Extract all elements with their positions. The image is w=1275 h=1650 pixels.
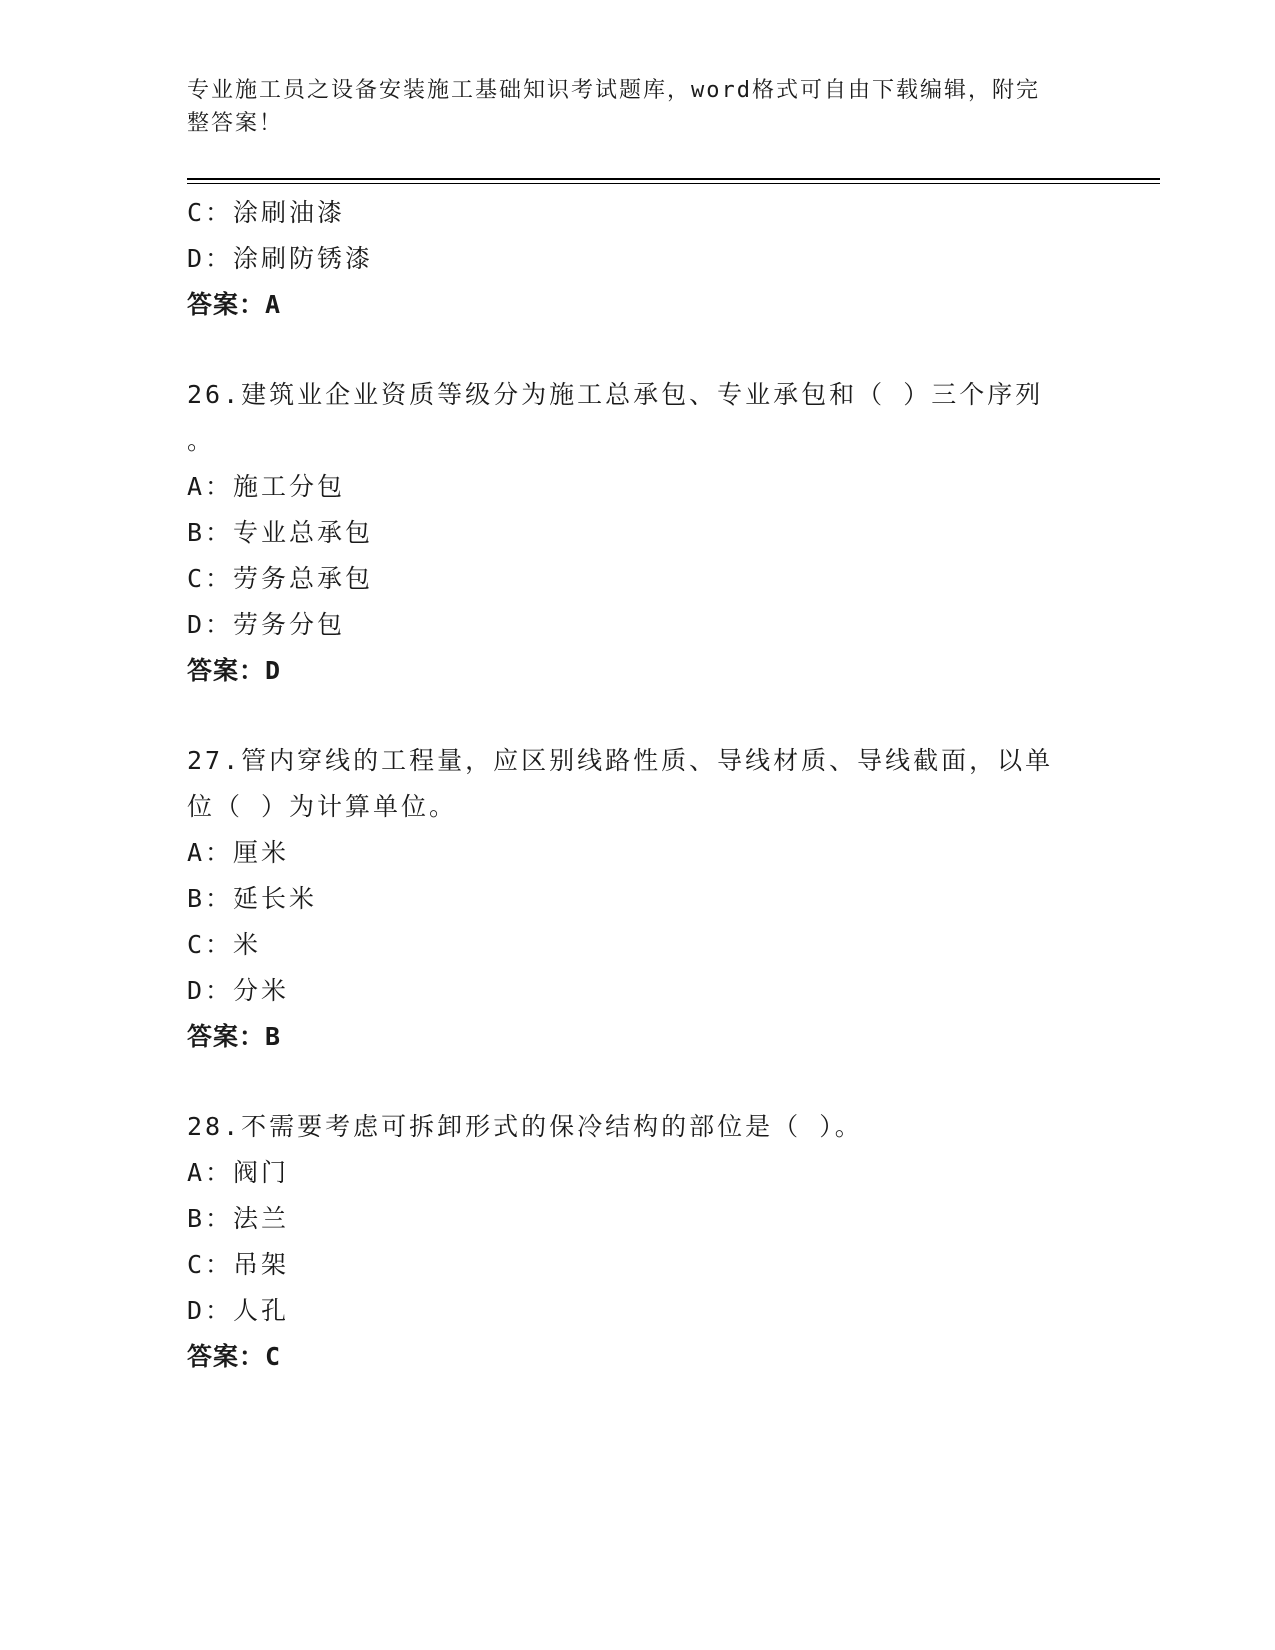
option-c: C：吊架: [187, 1250, 290, 1279]
question-stem: 27.管内穿线的工程量，应区别线路性质、导线材质、导线截面，以单: [187, 746, 1054, 775]
spacer: [187, 694, 1087, 738]
document-header: [187, 74, 1067, 140]
answer-label: 答案：D: [187, 656, 282, 685]
option-a: A：施工分包: [187, 472, 346, 501]
spacer: [187, 328, 1087, 372]
option-c: C：米: [187, 930, 262, 959]
option-b: B：延长米: [187, 884, 318, 913]
option-c: C：劳务总承包: [187, 564, 374, 593]
spacer: [187, 1060, 1087, 1104]
option-d: D：劳务分包: [187, 610, 346, 639]
option-b: B：法兰: [187, 1204, 290, 1233]
answer-label: 答案：A: [187, 290, 282, 319]
header-line-2: 整答案！: [187, 111, 284, 136]
answer-label: 答案：B: [187, 1022, 282, 1051]
question-27: [187, 738, 1087, 1060]
option-d: D：涂刷防锈漆: [187, 244, 374, 273]
question-25: [187, 190, 1087, 328]
option-c: C：涂刷油漆: [187, 198, 346, 227]
option-d: D：人孔: [187, 1296, 290, 1325]
question-26: [187, 372, 1087, 694]
question-stem-continued: 。: [187, 426, 216, 455]
header-divider-thick: [187, 178, 1160, 180]
question-list: [187, 190, 1087, 1380]
option-b: B：专业总承包: [187, 518, 374, 547]
question-stem: 26.建筑业企业资质等级分为施工总承包、专业承包和（ ）三个序列: [187, 380, 1044, 409]
option-a: A：阀门: [187, 1158, 290, 1187]
option-a: A：厘米: [187, 838, 290, 867]
question-28: [187, 1104, 1087, 1380]
question-stem: 28.不需要考虑可拆卸形式的保冷结构的部位是（ ）。: [187, 1112, 863, 1141]
answer-label: 答案：C: [187, 1342, 282, 1371]
question-stem-continued: 位（ ）为计算单位。: [187, 792, 458, 821]
header-line-1: 专业施工员之设备安装施工基础知识考试题库，word格式可自由下载编辑，附完: [187, 78, 1040, 103]
option-d: D：分米: [187, 976, 290, 1005]
header-divider-thin: [187, 183, 1160, 184]
